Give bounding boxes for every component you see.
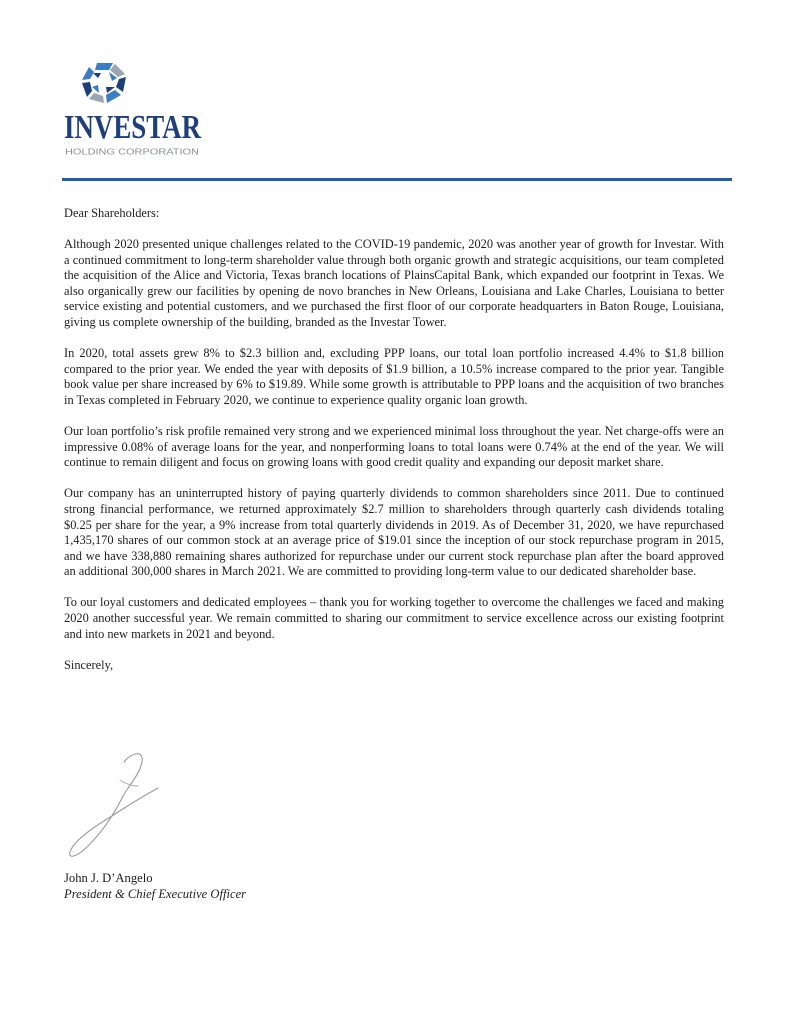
letter-body [64, 206, 724, 673]
salutation: Dear Shareholders: [64, 206, 160, 220]
closing: Sincerely, [64, 657, 114, 672]
signer-title: President & Chief Executive Officer [64, 887, 247, 901]
signer-block [64, 870, 246, 902]
signer-name: John J. D’Angelo [64, 871, 153, 885]
logo-subtitle: HOLDING CORPORATION [65, 146, 199, 157]
paragraph-thanks: To our loyal customers and dedicated employees – thank you for working together to overcome the challenges we faced and making 2020 another successful year. We remain committed to sharing our commitment to service excellence across our existing footprint and into new markets in 2021 and beyond. [64, 595, 724, 641]
handwritten-signature [62, 746, 172, 862]
star-emblem-icon [79, 60, 131, 106]
logo-name: INVESTAR [64, 109, 202, 146]
header-rule [62, 178, 732, 181]
paragraph-growth: Although 2020 presented unique challenges related to the COVID-19 pandemic, 2020 was another year of growth for Investar. With a continued commitment to long-term shareholder value through both organic growth and strategic acquisitions, our team completed the acquisition of the Alice and Victoria, Texas branch locations of PlainsCapital Bank, which expanded our footprint in Texas. We also organically grew our facilities by opening de novo branches in New Orleans, Louisiana and Lake Charles, Louisiana to better service existing and potential customers, and we purchased the first floor of our corporate headquarters in Baton Rouge, Louisiana, giving us complete ownership of the building, branded as the Investar Tower. [64, 237, 724, 330]
paragraph-credit-quality: Our loan portfolio’s risk profile remained very strong and we experienced minimal loss throughout the year. Net charge-offs were an impressive 0.08% of average loans for the year, and nonperforming loans to total loans were 0.74% at the end of the year. We will continue to remain diligent and focus on growing loans with good credit quality and expanding our deposit market share. [64, 424, 724, 470]
company-logo [64, 60, 214, 157]
paragraph-financials: In 2020, total assets grew 8% to $2.3 billion and, excluding PPP loans, our total loan portfolio increased 4.4% to $1.8 billion compared to the prior year. We ended the year with deposits of $1.9 billion, a 10.5% increase compared to the prior year. Tangible book value per share increased by 6% to $19.89. While some growth is attributable to PPP loans and the acquisition of two branches in Texas completed in February 2020, we continue to experience quality organic loan growth. [64, 346, 724, 407]
logo-subtitle-mark [65, 146, 205, 156]
paragraph-dividends: Our company has an uninterrupted history of paying quarterly dividends to common shareholders since 2011. Due to continued strong financial performance, we returned approximately $2.7 million to shareholders through quarterly cash dividends totaling $0.25 per share for the year, a 9% increase from total quarterly dividends in 2019. As of December 31, 2020, we have repurchased 1,435,170 shares of our common stock at an average price of $19.01 since the inception of our stock repurchase program in 2015, and we have 338,880 remaining shares authorized for repurchase under our current stock repurchase plan after the board approved an additional 300,000 shares in March 2021. We are committed to providing long-term value to our dedicated shareholder base. [64, 486, 724, 579]
logo-wordmark [64, 105, 204, 145]
